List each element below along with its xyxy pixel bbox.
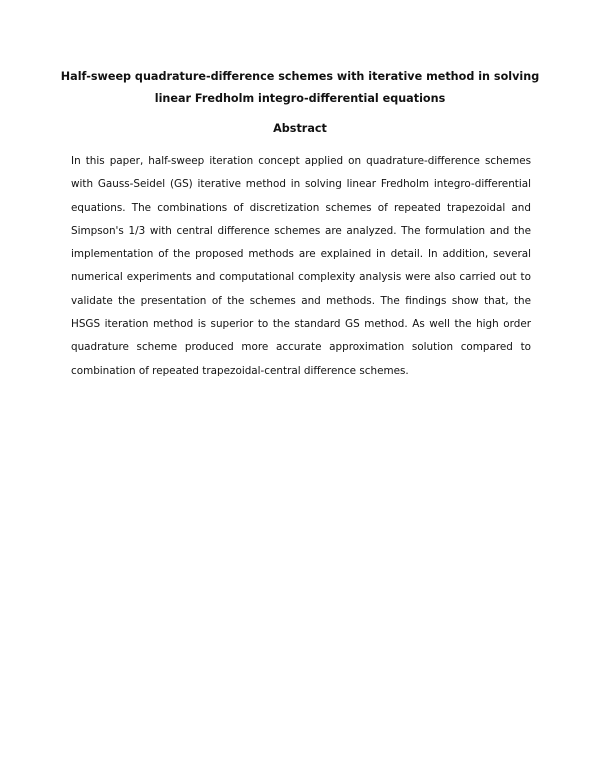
paper-title bbox=[60, 66, 540, 110]
paper-title-line-2: linear Fredholm integro-differential equations bbox=[154, 92, 446, 105]
abstract-heading: Abstract bbox=[273, 122, 327, 135]
paper-title-line-1: Half-sweep quadrature-difference schemes with iterative method in solving bbox=[60, 70, 540, 83]
abstract-text: In this paper, half-sweep iteration concept applied on quadrature-difference schemes with Gauss-Seidel (GS) iterative method in solving linear Fredholm integro-differential equations. The combinations of discretization schemes of repeated trapezoidal and Simpson's 1/3 with central difference schemes are analyzed. The formulation and the implementation of the proposed methods are explained in detail. In addition, several numerical experiments and computational complexity analysis were also carried out to validate the presentation of the schemes and methods. The findings show that, the HSGS iteration method is superior to the standard GS method. As well the high order quadrature scheme produced more accurate approximation solution compared to combination of repeated trapezoidal-central difference schemes. bbox=[71, 155, 531, 377]
